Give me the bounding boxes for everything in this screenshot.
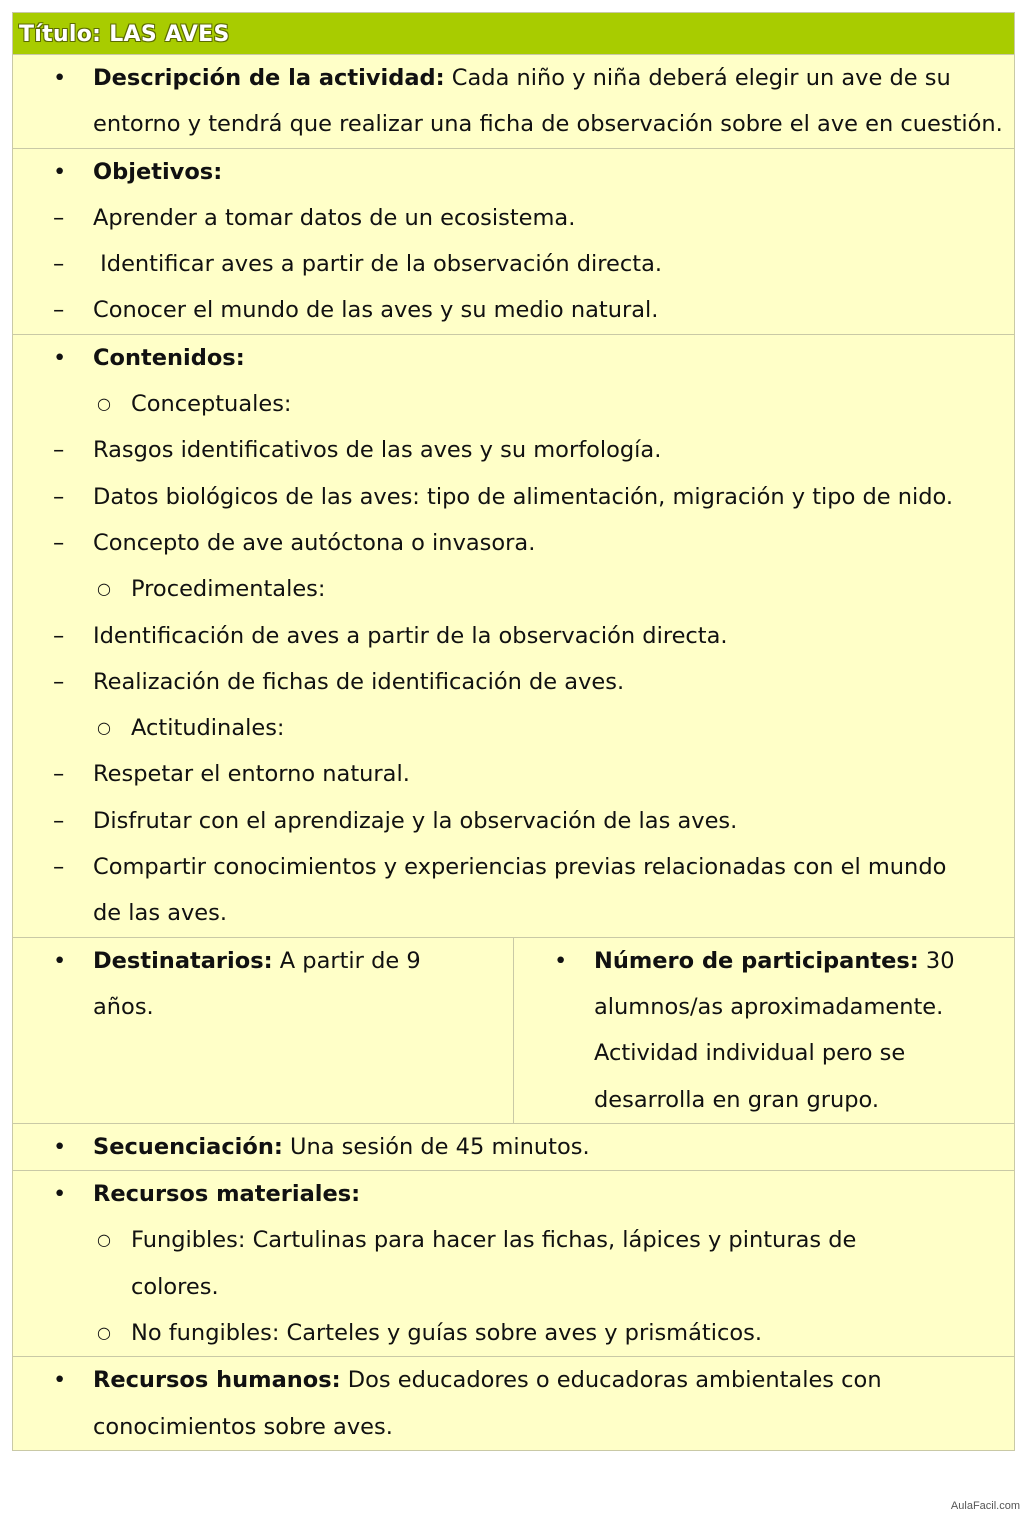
bullet-marker: • xyxy=(53,947,67,974)
bullet-marker: • xyxy=(53,1133,67,1160)
recursos-materiales-heading xyxy=(13,1171,1008,1217)
section-objetivos xyxy=(13,148,1014,334)
dash-marker: – xyxy=(53,761,65,788)
contenido-text: Datos biológicos de las aves: tipo de alimentación, migración y tipo de nido. xyxy=(93,483,954,510)
descripcion-row xyxy=(13,55,1008,148)
recursos-humanos-text: Dos educadores o educadoras ambientales con conocimientos sobre aves. xyxy=(93,1367,882,1440)
section-recursos-humanos xyxy=(13,1356,1014,1450)
list-item xyxy=(13,613,1008,659)
recursos-humanos-row xyxy=(13,1357,1008,1450)
bullet-marker: • xyxy=(554,947,568,974)
circle-marker: ○ xyxy=(97,718,111,738)
conceptuales-heading xyxy=(13,381,1008,427)
bullet-marker: • xyxy=(53,158,67,185)
circle-marker: ○ xyxy=(97,579,111,599)
contenido-text: Compartir conocimientos y experiencias previas relacionadas con el mundo de las aves. xyxy=(93,854,947,927)
destinatarios-text: A partir de 9 años. xyxy=(93,947,421,1020)
circle-marker: ○ xyxy=(97,1323,111,1343)
dash-marker: – xyxy=(53,668,65,695)
objetivo-text: Aprender a tomar datos de un ecosistema. xyxy=(93,204,576,231)
page-title: Título: LAS AVES xyxy=(13,13,1014,54)
list-item xyxy=(13,287,1008,333)
descripcion-label: Descripción de la actividad: xyxy=(93,65,445,91)
contenidos-heading xyxy=(13,335,1008,381)
contenido-text: Rasgos identificativos de las aves y su morfología. xyxy=(93,437,662,464)
contenido-text: Identificación de aves a partir de la observación directa. xyxy=(93,622,728,649)
section-destinatarios-participantes xyxy=(13,937,1014,1123)
dash-marker: – xyxy=(53,483,65,510)
section-descripcion xyxy=(13,54,1014,148)
circle-marker: ○ xyxy=(97,394,111,414)
watermark-logo: AulaFacil.com xyxy=(950,1500,1020,1512)
participantes-text: 30 alumnos/as aproximadamente. Actividad individual pero se desarrolla en gran grupo. xyxy=(594,947,955,1113)
destinatarios-label: Destinatarios: xyxy=(93,947,273,974)
secuenciacion-row xyxy=(13,1124,1008,1170)
objetivos-heading xyxy=(13,149,1008,195)
contenido-text: Respetar el entorno natural. xyxy=(93,761,410,788)
procedimentales-label: Procedimentales: xyxy=(131,576,326,603)
list-item xyxy=(13,844,1008,937)
list-item xyxy=(13,195,1008,241)
objetivo-text: Identificar aves a partir de la observación directa. xyxy=(93,251,663,278)
destinatarios-cell xyxy=(13,938,513,1123)
dash-marker: – xyxy=(53,297,65,324)
bullet-marker: • xyxy=(53,1181,67,1208)
actitudinales-heading xyxy=(13,705,1008,751)
participantes-cell xyxy=(513,938,1014,1123)
list-item xyxy=(13,798,1008,844)
list-item xyxy=(13,1310,1008,1356)
dash-marker: – xyxy=(53,807,65,834)
bullet-marker: • xyxy=(53,344,67,371)
contenidos-label: Contenidos: xyxy=(93,344,245,371)
secuenciacion-text: Una sesión de 45 minutos. xyxy=(282,1133,590,1160)
participantes-row xyxy=(514,938,1014,1123)
dash-marker: – xyxy=(53,622,65,649)
recursos-humanos-label: Recursos humanos: xyxy=(93,1367,341,1394)
dash-marker: – xyxy=(53,251,65,278)
recurso-text: Fungibles: Cartulinas para hacer las fichas, lápices y pinturas de colores. xyxy=(131,1227,857,1300)
dash-marker: – xyxy=(53,854,65,881)
activity-sheet xyxy=(12,12,1015,1451)
dash-marker: – xyxy=(53,529,65,556)
destinatarios-row xyxy=(13,938,513,1031)
secuenciacion-label: Secuenciación: xyxy=(93,1133,283,1160)
contenido-text: Realización de fichas de identificación de aves. xyxy=(93,668,625,695)
objetivo-text: Conocer el mundo de las aves y su medio natural. xyxy=(93,297,659,324)
list-item xyxy=(13,427,1008,473)
list-item xyxy=(13,1217,1008,1310)
recurso-text: No fungibles: Carteles y guías sobre aves y prismáticos. xyxy=(131,1320,762,1347)
contenido-text: Disfrutar con el aprendizaje y la observación de las aves. xyxy=(93,807,738,834)
list-item xyxy=(13,751,1008,797)
objetivos-label: Objetivos: xyxy=(93,158,223,185)
dash-marker: – xyxy=(53,437,65,464)
dash-marker: – xyxy=(53,204,65,231)
circle-marker: ○ xyxy=(97,1230,111,1250)
contenido-text: Concepto de ave autóctona o invasora. xyxy=(93,529,536,556)
list-item xyxy=(13,520,1008,566)
bullet-marker: • xyxy=(53,65,67,91)
recursos-materiales-label: Recursos materiales: xyxy=(93,1181,361,1208)
section-secuenciacion xyxy=(13,1123,1014,1170)
actitudinales-label: Actitudinales: xyxy=(131,715,285,742)
conceptuales-label: Conceptuales: xyxy=(131,391,292,418)
descripcion-text: Cada niño y niña deberá elegir un ave de su entorno y tendrá que realizar una ficha de observación sobre el ave en cuestión. xyxy=(93,65,1003,138)
list-item xyxy=(13,659,1008,705)
section-contenidos xyxy=(13,334,1014,937)
list-item xyxy=(13,474,1008,520)
participantes-label: Número de participantes: xyxy=(594,947,919,974)
section-recursos-materiales xyxy=(13,1170,1014,1356)
list-item xyxy=(13,241,1008,287)
procedimentales-heading xyxy=(13,566,1008,612)
bullet-marker: • xyxy=(53,1367,67,1394)
